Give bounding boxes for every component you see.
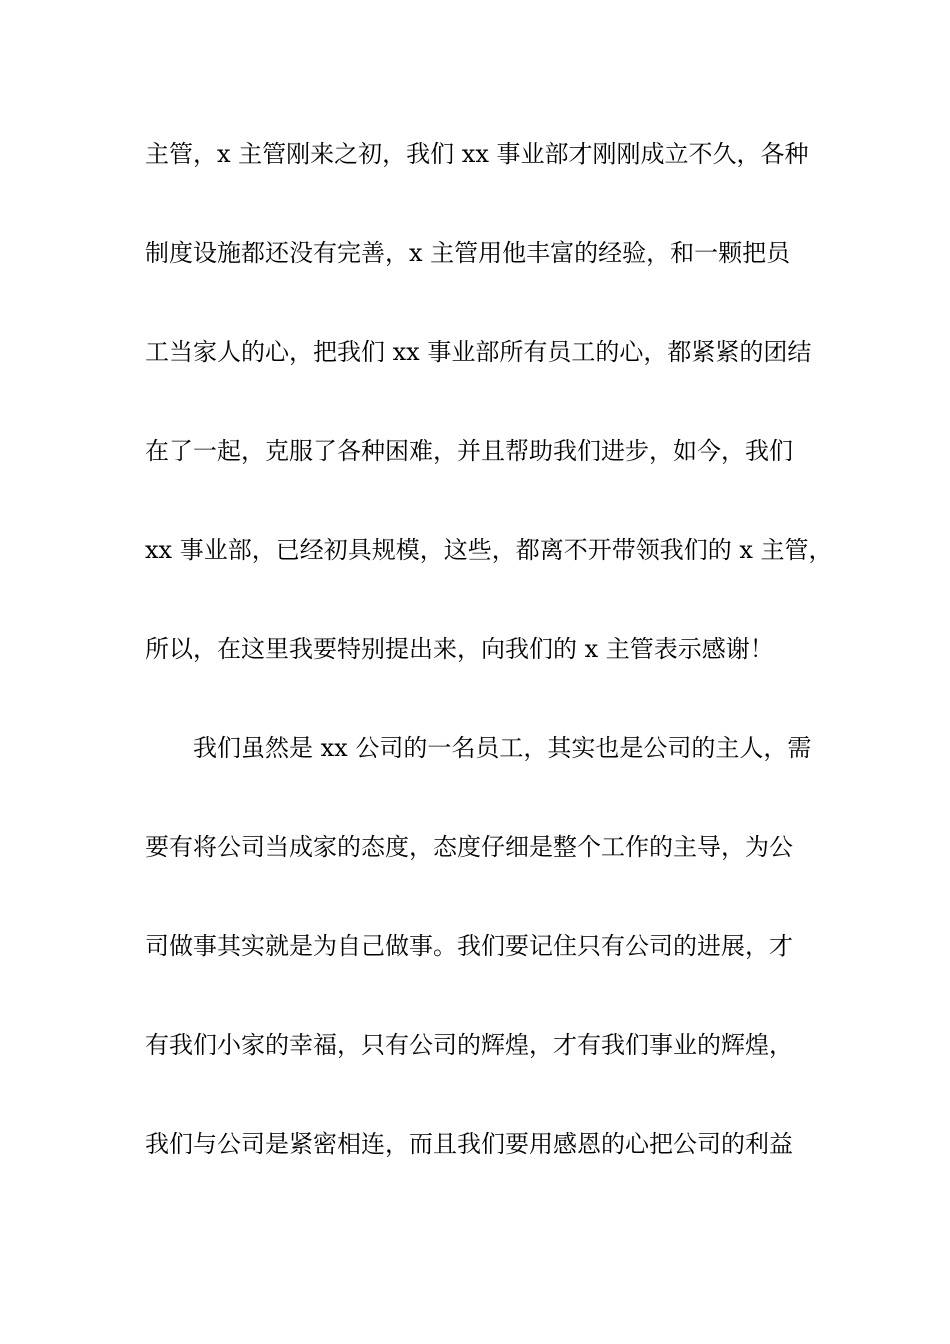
text-line: 我们与公司是紧密相连，而且我们要用感恩的心把公司的利益 [145, 1130, 793, 1158]
text-line: 有我们小家的幸福，只有公司的辉煌，才有我们事业的辉煌， [145, 1031, 793, 1059]
text-line: 司做事其实就是为自己做事。我们要记住只有公司的进展，才 [145, 932, 793, 960]
text-line: 制度设施都还没有完善，x 主管用他丰富的经验，和一颗把员 [145, 239, 791, 267]
body-text [145, 126, 833, 1215]
text-line: 在了一起，克服了各种困难，并且帮助我们进步，如今，我们 [145, 437, 793, 465]
text-line: 工当家人的心，把我们 xx 事业部所有员工的心，都紧紧的团结 [145, 338, 812, 366]
text-line: 要有将公司当成家的态度，态度仔细是整个工作的主导，为公 [145, 833, 793, 861]
text-line: 主管，x 主管刚来之初，我们 xx 事业部才刚刚成立不久，各种 [145, 140, 809, 168]
paragraph-start-line: 我们虽然是 xx 公司的一名员工，其实也是公司的主人，需 [193, 734, 812, 762]
text-line: 所以，在这里我要特别提出来，向我们的 x 主管表示感谢！ [145, 635, 774, 663]
text-line: xx 事业部，已经初具规模，这些，都离不开带领我们的 x 主管， [145, 536, 833, 564]
